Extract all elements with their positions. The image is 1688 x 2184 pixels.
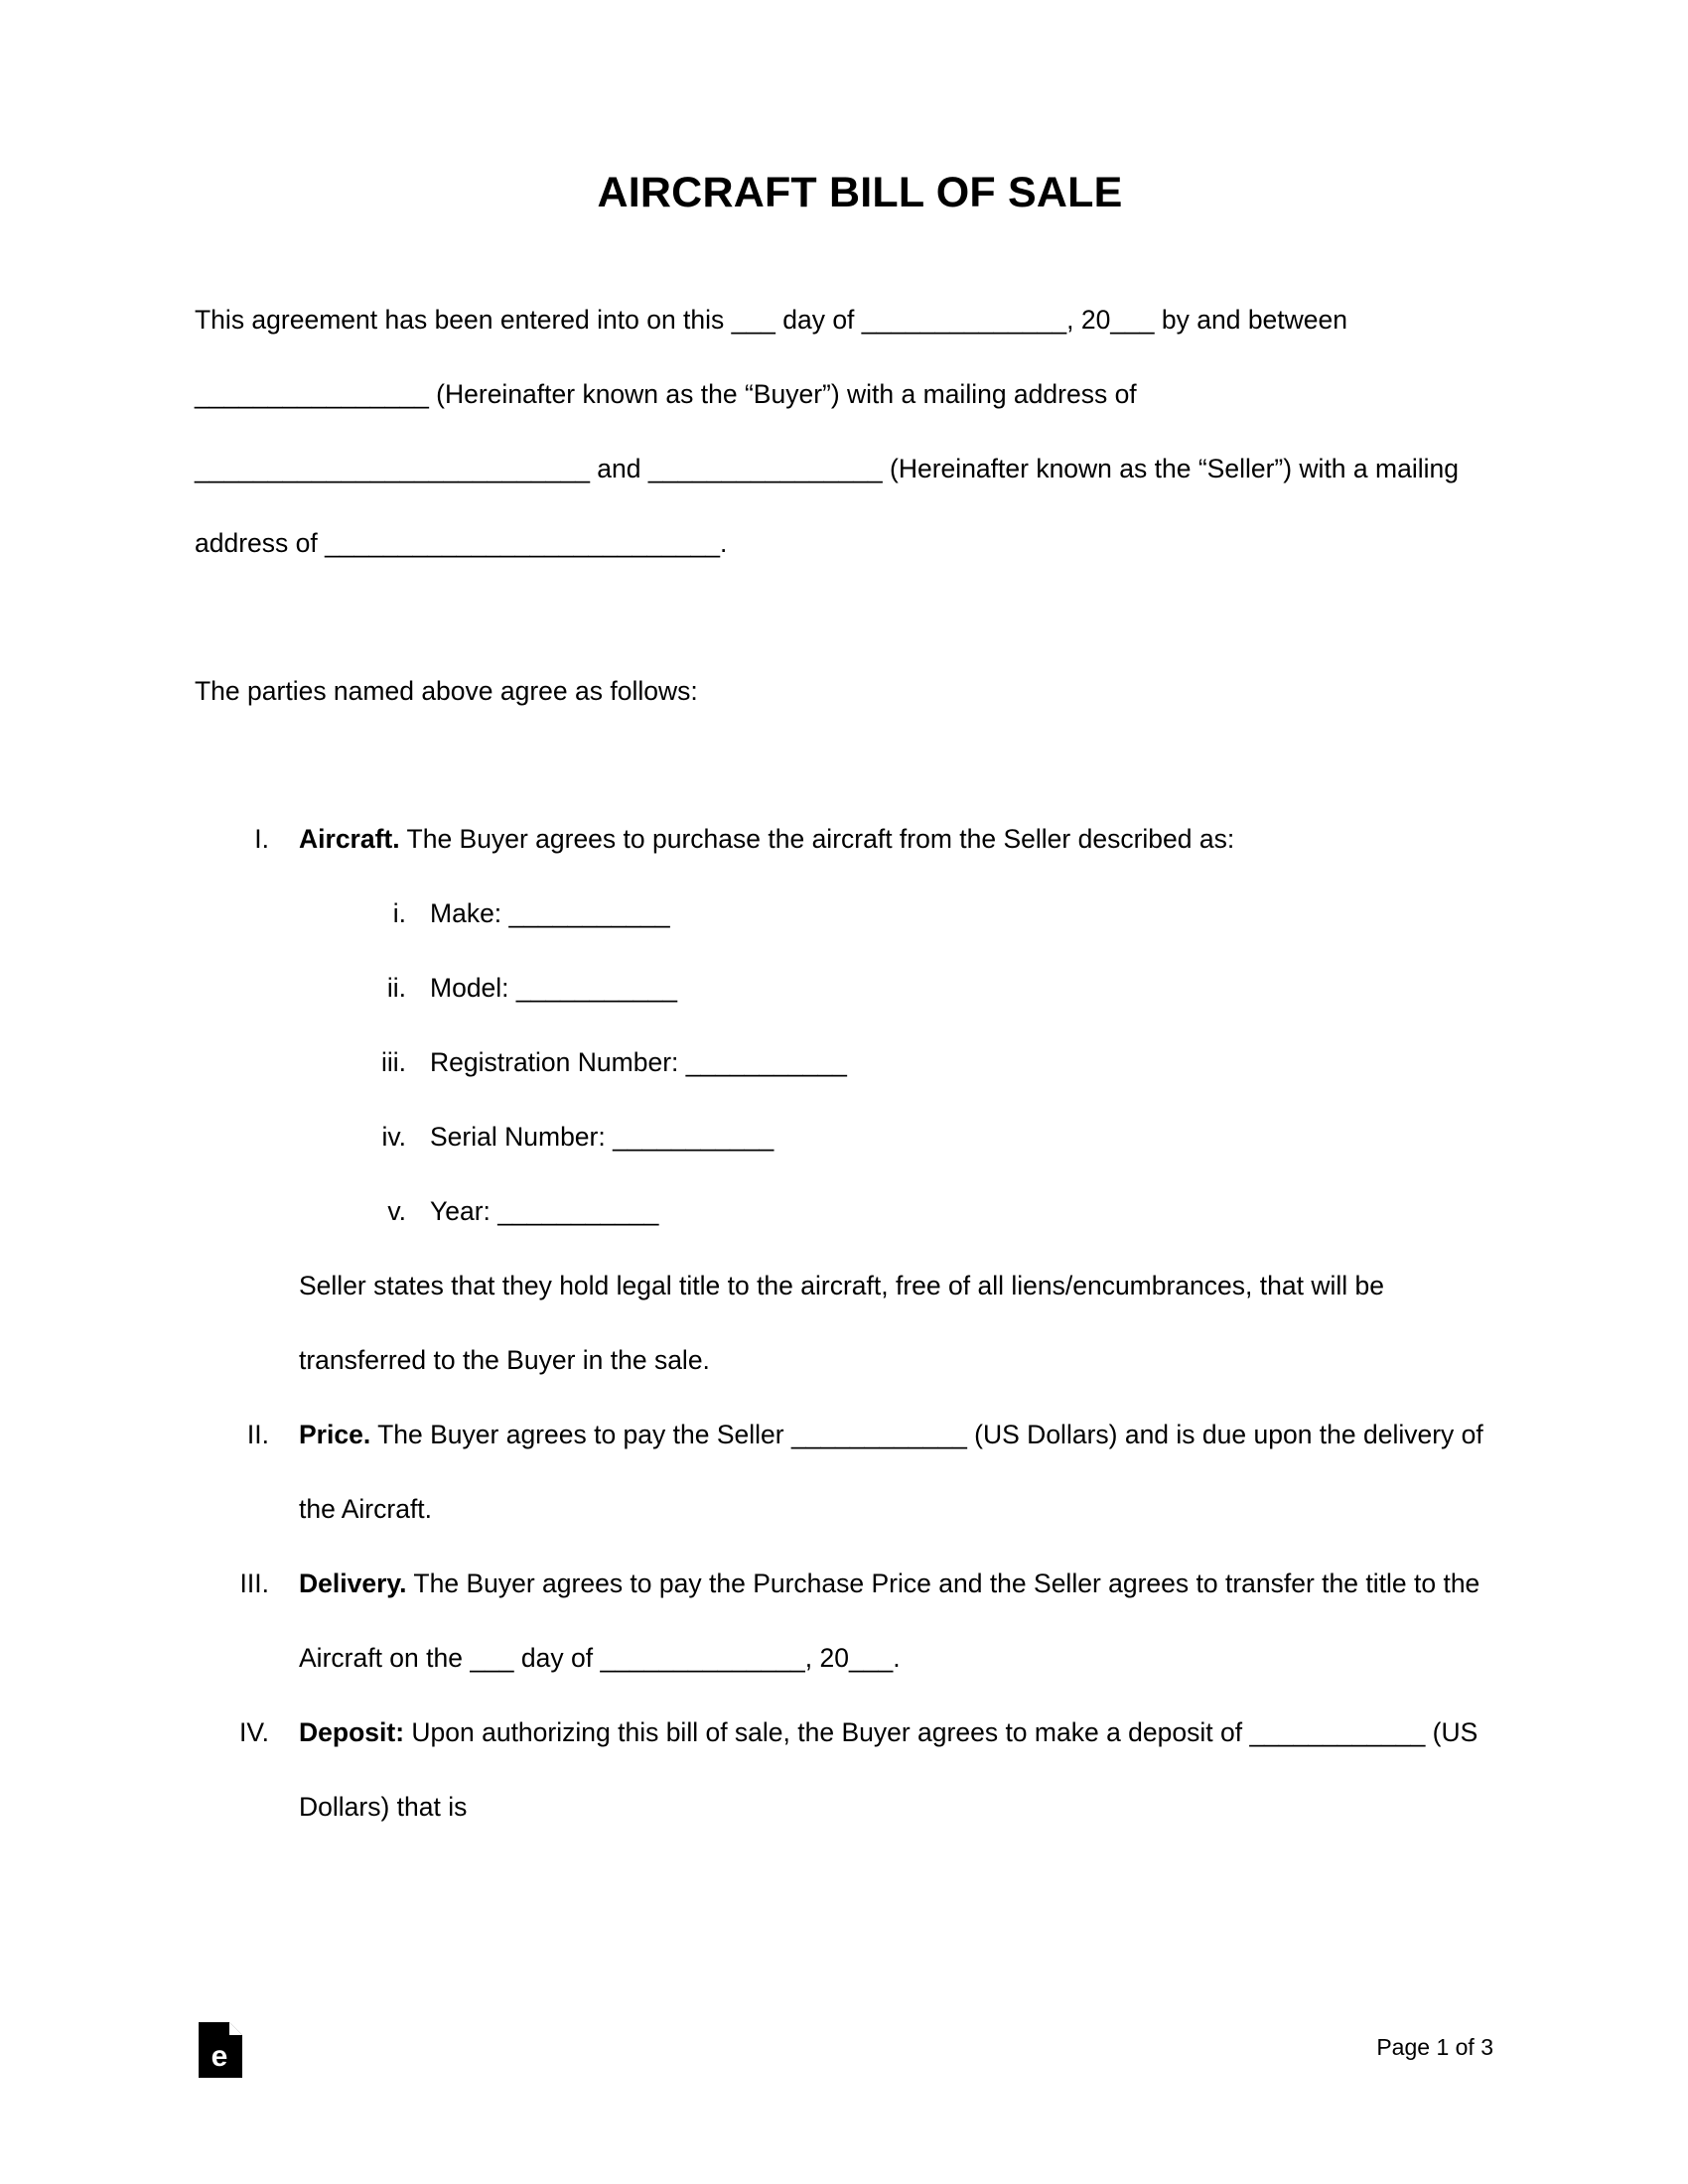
section-heading: Deposit xyxy=(299,1717,396,1747)
section-deposit xyxy=(195,1696,1505,1844)
section-heading-suffix: . xyxy=(399,1569,407,1598)
section-body xyxy=(299,802,1505,877)
list-item xyxy=(299,1174,1505,1249)
section-heading: Price xyxy=(299,1420,363,1449)
section-text: The Buyer agrees to purchase the aircraft from the Seller described as: xyxy=(399,824,1235,854)
section-heading-suffix: . xyxy=(392,824,400,854)
section-text: The Buyer agrees to pay the Seller ____________ (US Dollars) and is due upon the delivery of the Aircraft. xyxy=(299,1420,1483,1524)
sub-numeral: i. xyxy=(392,898,406,928)
section-heading: Delivery xyxy=(299,1569,400,1598)
sub-text: Serial Number: ___________ xyxy=(430,1122,774,1152)
sub-text: Registration Number: ___________ xyxy=(430,1047,847,1077)
section-body xyxy=(299,1547,1505,1696)
list-item xyxy=(299,1025,1505,1100)
logo-letter: e xyxy=(211,2040,228,2073)
list-item xyxy=(299,1100,1505,1174)
section-body xyxy=(299,1398,1505,1547)
aircraft-detail-list xyxy=(299,877,1505,1249)
section-price xyxy=(195,1398,1505,1547)
section-numeral: II. xyxy=(246,1420,269,1449)
section-aircraft xyxy=(195,802,1505,1398)
sub-numeral: iii. xyxy=(380,1047,406,1077)
sub-text: Make: ___________ xyxy=(430,898,670,928)
section-heading: Aircraft xyxy=(299,824,393,854)
list-item xyxy=(299,877,1505,951)
section-text: The Buyer agrees to pay the Purchase Price and the Seller agrees to transfer the title to the Aircraft on the ___ day of ______________, 20___. xyxy=(299,1569,1480,1673)
section-delivery xyxy=(195,1547,1505,1696)
section-numeral: IV. xyxy=(239,1717,269,1747)
sections-list xyxy=(195,802,1505,1844)
section-text: Upon authorizing this bill of sale, the Buyer agrees to make a deposit of ____________ (US Dollars) that is xyxy=(299,1717,1478,1822)
document-content xyxy=(195,169,1505,1844)
section-heading-suffix: . xyxy=(362,1420,371,1449)
section-body xyxy=(299,1696,1505,1844)
sub-text: Model: ___________ xyxy=(430,973,678,1003)
page-footer xyxy=(0,2000,1688,2119)
section-numeral: I. xyxy=(254,824,269,854)
list-item xyxy=(299,951,1505,1025)
page-title: AIRCRAFT BILL OF SALE xyxy=(597,169,1123,216)
sub-text: Year: ___________ xyxy=(430,1196,659,1226)
section-heading-suffix: : xyxy=(395,1717,405,1747)
eforms-document-logo-icon xyxy=(199,2022,242,2078)
aircraft-title-statement: Seller states that they hold legal title to the aircraft, free of all liens/encumbrances, that will be transferred to the Buyer in the sale. xyxy=(299,1271,1384,1375)
intro-paragraph: This agreement has been entered into on this ___ day of ______________, 20___ by and between ________________ (Hereinafter known as the “Buyer”) with a mailing address of ___________________________ and ________________ (Hereinafter known as the “Seller”) with a mailing address of ___________________________. xyxy=(195,305,1459,558)
parties-agree-line: The parties named above agree as follows: xyxy=(195,676,698,706)
sub-numeral: ii. xyxy=(386,973,406,1003)
sub-numeral: v. xyxy=(387,1196,406,1226)
section-numeral: III. xyxy=(239,1569,269,1598)
page-number: Page 1 of 3 xyxy=(1376,2034,1493,2060)
sub-numeral: iv. xyxy=(381,1122,406,1152)
